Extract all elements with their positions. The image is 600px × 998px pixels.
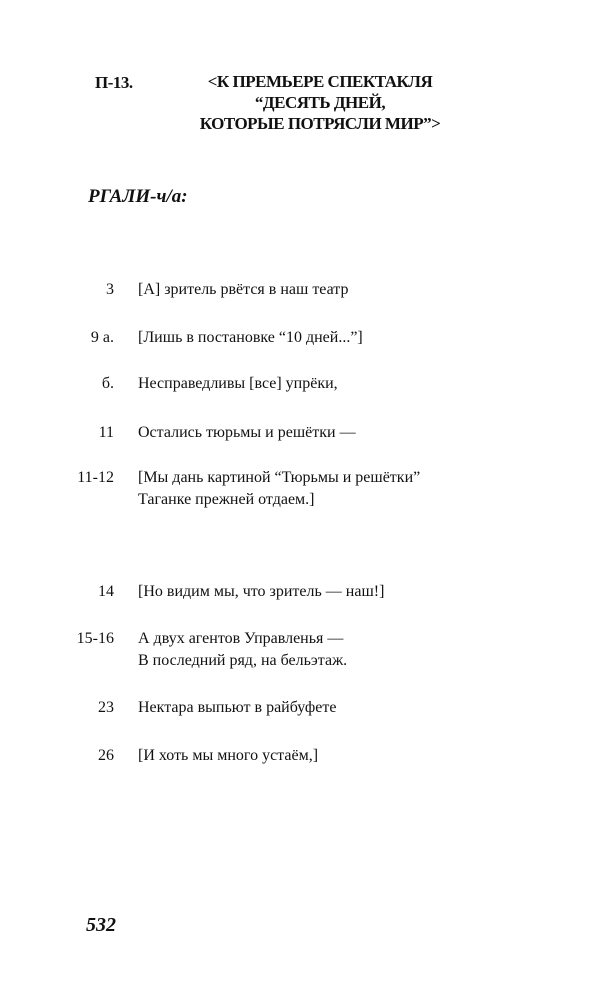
entry-number: 11-12 xyxy=(77,469,114,486)
entry-number: 3 xyxy=(106,281,114,298)
entry-number: 26 xyxy=(98,747,114,764)
entry-number: 11 xyxy=(98,424,114,441)
entry-text xyxy=(138,422,538,444)
title-line: <К ПРЕМЬЕРЕ СПЕКТАКЛЯ xyxy=(207,72,433,91)
entry-text xyxy=(138,467,538,511)
entry-number: б. xyxy=(101,375,114,392)
entry-line: Таганке прежней отдаем.] xyxy=(138,491,315,508)
entry-line: Остались тюрьмы и решётки — xyxy=(138,424,356,441)
entry-text xyxy=(138,745,538,767)
document-code: П-13. xyxy=(95,73,133,92)
entry-line: [Мы дань картиной “Тюрьмы и решётки” xyxy=(138,469,421,486)
title-line: КОТОРЫЕ ПОТРЯСЛИ МИР”> xyxy=(199,114,441,133)
entry-text xyxy=(138,327,538,349)
document-title xyxy=(170,71,470,134)
entry-number: 14 xyxy=(98,583,114,600)
entry-line: В последний ряд, на бельэтаж. xyxy=(138,652,348,669)
entry-line: Несправедливы [все] упрёки, xyxy=(138,375,338,392)
entry-line: [Но видим мы, что зритель — наш!] xyxy=(138,583,385,600)
entry-line: [Лишь в постановке “10 дней...”] xyxy=(138,329,363,346)
entry-number: 15-16 xyxy=(76,630,114,647)
entry-number: 9 а. xyxy=(90,329,114,346)
entry-text xyxy=(138,373,538,395)
entry-text xyxy=(138,628,538,672)
entry-number: 23 xyxy=(98,699,114,716)
entry-line: А двух агентов Управленья — xyxy=(138,630,344,647)
page-number: 532 xyxy=(86,914,116,936)
entry-line: [И хоть мы много устаём,] xyxy=(138,747,319,764)
entry-line: [А] зритель рвётся в наш театр xyxy=(138,281,349,298)
entry-text xyxy=(138,581,538,603)
source-reference: РГАЛИ-ч/а: xyxy=(88,186,188,207)
entry-line: Нектара выпьют в райбуфете xyxy=(138,699,337,716)
entry-text xyxy=(138,697,538,719)
title-line: “ДЕСЯТЬ ДНЕЙ, xyxy=(254,93,386,112)
entry-text xyxy=(138,279,538,301)
